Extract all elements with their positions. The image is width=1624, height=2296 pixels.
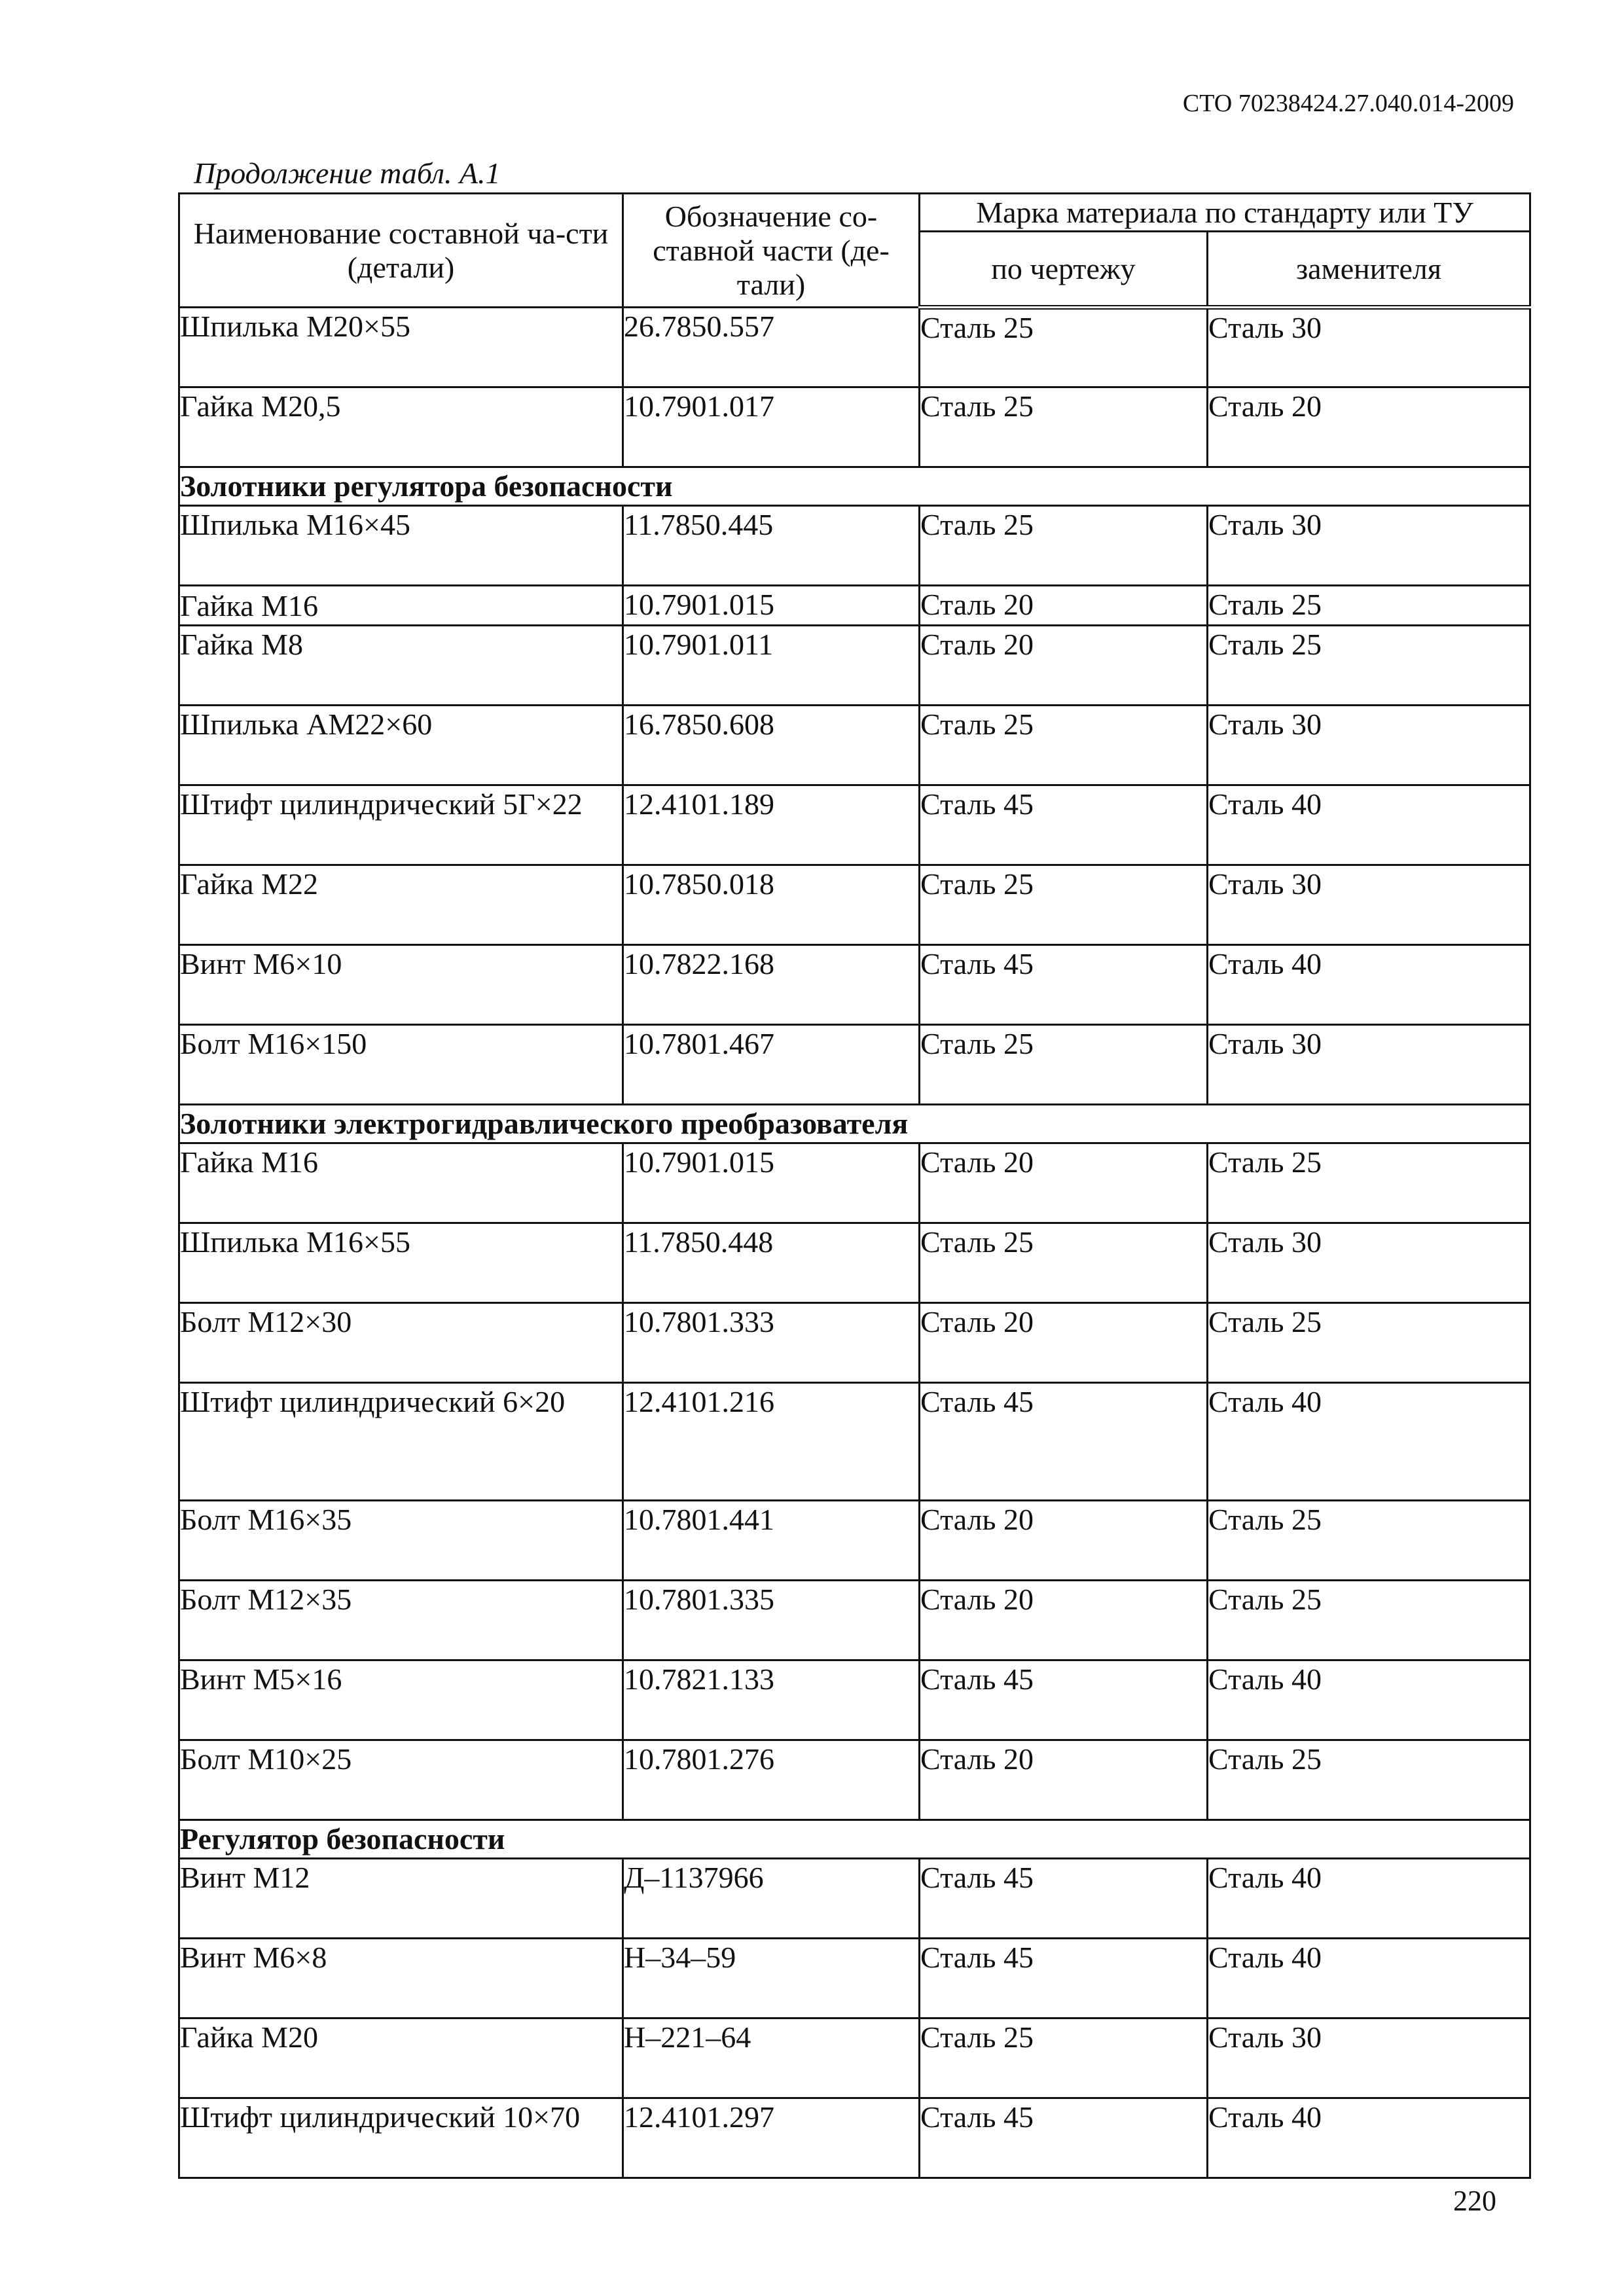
material-cell: Сталь 25	[920, 1025, 1208, 1105]
table-row	[179, 1939, 1530, 2018]
substitute-material-cell: Сталь 30	[1208, 706, 1530, 785]
part-name-cell: Штифт цилиндрический 5Г×22	[179, 785, 623, 865]
designation-cell: 10.7801.335	[623, 1581, 920, 1660]
part-name-cell: Болт М10×25	[179, 1740, 623, 1820]
designation-cell: 10.7821.133	[623, 1660, 920, 1740]
substitute-material-cell: Сталь 25	[1208, 1143, 1530, 1223]
part-name-cell: Гайка М22	[179, 865, 623, 945]
substitute-material-cell: Сталь 25	[1208, 626, 1530, 706]
table-caption: Продолжение табл. А.1	[194, 156, 501, 190]
table-row	[179, 506, 1530, 586]
table-row	[179, 1660, 1530, 1740]
substitute-material-cell: Сталь 30	[1208, 1223, 1530, 1303]
substitute-material-cell: Сталь 40	[1208, 1859, 1530, 1939]
material-cell: Сталь 45	[920, 1660, 1208, 1740]
table-row	[179, 387, 1530, 467]
designation-cell: 10.7801.333	[623, 1303, 920, 1383]
material-cell: Сталь 25	[920, 2018, 1208, 2098]
substitute-material-cell: Сталь 40	[1208, 945, 1530, 1025]
material-cell: Сталь 20	[920, 1501, 1208, 1581]
table-row	[179, 1143, 1530, 1223]
part-name-cell: Шпилька М20×55	[179, 308, 623, 387]
designation-cell: 11.7850.448	[623, 1223, 920, 1303]
designation-cell: 12.4101.216	[623, 1383, 920, 1501]
substitute-material-cell: Сталь 40	[1208, 1660, 1530, 1740]
part-name-cell: Шпилька М16×45	[179, 506, 623, 586]
section-title: Золотники регулятора безопасности	[179, 467, 1530, 506]
part-name-cell: Шпилька М16×55	[179, 1223, 623, 1303]
material-cell: Сталь 25	[920, 308, 1208, 387]
part-name-cell: Гайка М20	[179, 2018, 623, 2098]
table-row	[179, 2018, 1530, 2098]
material-cell: Сталь 20	[920, 1303, 1208, 1383]
material-cell: Сталь 25	[920, 706, 1208, 785]
substitute-material-cell: Сталь 30	[1208, 865, 1530, 945]
table-row	[179, 1740, 1530, 1820]
part-name-cell: Болт М16×35	[179, 1501, 623, 1581]
designation-cell: 10.7801.276	[623, 1740, 920, 1820]
part-name-cell: Винт М6×8	[179, 1939, 623, 2018]
designation-cell: 10.7801.467	[623, 1025, 920, 1105]
part-name-cell: Гайка М16	[179, 586, 623, 626]
substitute-material-cell: Сталь 25	[1208, 1501, 1530, 1581]
designation-cell: 10.7801.441	[623, 1501, 920, 1581]
header-part-designation: Обозначение со-ставной части (де-тали)	[623, 194, 920, 308]
designation-cell: 10.7822.168	[623, 945, 920, 1025]
header-material-grade: Марка материала по стандарту или ТУ	[920, 194, 1530, 232]
part-name-cell: Винт М6×10	[179, 945, 623, 1025]
material-cell: Сталь 45	[920, 785, 1208, 865]
table-row	[179, 626, 1530, 706]
section-row	[179, 1105, 1530, 1143]
material-cell: Сталь 20	[920, 1581, 1208, 1660]
part-name-cell: Гайка М20,5	[179, 387, 623, 467]
material-cell: Сталь 45	[920, 1383, 1208, 1501]
substitute-material-cell: Сталь 30	[1208, 1025, 1530, 1105]
designation-cell: Д–1137966	[623, 1859, 920, 1939]
section-title: Регулятор безопасности	[179, 1820, 1530, 1859]
substitute-material-cell: Сталь 40	[1208, 1383, 1530, 1501]
table-row	[179, 1223, 1530, 1303]
designation-cell: Н–34–59	[623, 1939, 920, 2018]
substitute-material-cell: Сталь 30	[1208, 506, 1530, 586]
material-cell: Сталь 20	[920, 626, 1208, 706]
designation-cell: 10.7901.011	[623, 626, 920, 706]
material-cell: Сталь 25	[920, 506, 1208, 586]
part-name-cell: Винт М5×16	[179, 1660, 623, 1740]
table-row	[179, 706, 1530, 785]
substitute-material-cell: Сталь 40	[1208, 785, 1530, 865]
part-name-cell: Гайка М16	[179, 1143, 623, 1223]
material-cell: Сталь 20	[920, 1740, 1208, 1820]
substitute-material-cell: Сталь 25	[1208, 586, 1530, 626]
table-row	[179, 865, 1530, 945]
header-by-drawing: по чертежу	[920, 232, 1208, 308]
part-name-cell: Штифт цилиндрический 10×70	[179, 2098, 623, 2178]
designation-cell: 16.7850.608	[623, 706, 920, 785]
substitute-material-cell: Сталь 40	[1208, 2098, 1530, 2178]
table-row	[179, 1303, 1530, 1383]
substitute-material-cell: Сталь 25	[1208, 1581, 1530, 1660]
designation-cell: 11.7850.445	[623, 506, 920, 586]
substitute-material-cell: Сталь 30	[1208, 2018, 1530, 2098]
material-cell: Сталь 45	[920, 1859, 1208, 1939]
table-row	[179, 308, 1530, 387]
part-name-cell: Болт М12×30	[179, 1303, 623, 1383]
part-name-cell: Болт М12×35	[179, 1581, 623, 1660]
designation-cell: 10.7901.015	[623, 586, 920, 626]
table-row	[179, 2098, 1530, 2178]
substitute-material-cell: Сталь 40	[1208, 1939, 1530, 2018]
material-cell: Сталь 25	[920, 865, 1208, 945]
substitute-material-cell: Сталь 25	[1208, 1740, 1530, 1820]
table-row	[179, 586, 1530, 626]
substitute-material-cell: Сталь 30	[1208, 308, 1530, 387]
table-body	[179, 308, 1530, 2178]
table-row	[179, 1581, 1530, 1660]
substitute-material-cell: Сталь 25	[1208, 1303, 1530, 1383]
part-name-cell: Гайка М8	[179, 626, 623, 706]
section-row	[179, 467, 1530, 506]
table-row	[179, 1859, 1530, 1939]
table-row	[179, 1383, 1530, 1501]
part-name-cell: Винт М12	[179, 1859, 623, 1939]
material-cell: Сталь 45	[920, 945, 1208, 1025]
parts-materials-table	[178, 192, 1531, 2179]
header-substitute: заменителя	[1208, 232, 1530, 308]
table-header	[179, 194, 1530, 308]
part-name-cell: Штифт цилиндрический 6×20	[179, 1383, 623, 1501]
table-row	[179, 1025, 1530, 1105]
section-row	[179, 1820, 1530, 1859]
designation-cell: Н–221–64	[623, 2018, 920, 2098]
table-row	[179, 945, 1530, 1025]
designation-cell: 12.4101.297	[623, 2098, 920, 2178]
substitute-material-cell: Сталь 20	[1208, 387, 1530, 467]
designation-cell: 10.7850.018	[623, 865, 920, 945]
section-title: Золотники электрогидравлического преобразователя	[179, 1105, 1530, 1143]
document-code: СТО 70238424.27.040.014-2009	[1182, 90, 1514, 117]
designation-cell: 26.7850.557	[623, 308, 920, 387]
header-part-name: Наименование составной ча-сти (детали)	[179, 194, 623, 308]
material-cell: Сталь 45	[920, 1939, 1208, 2018]
part-name-cell: Шпилька АМ22×60	[179, 706, 623, 785]
designation-cell: 10.7901.015	[623, 1143, 920, 1223]
designation-cell: 10.7901.017	[623, 387, 920, 467]
material-cell: Сталь 45	[920, 2098, 1208, 2178]
page-number: 220	[1453, 2185, 1496, 2217]
material-cell: Сталь 25	[920, 387, 1208, 467]
designation-cell: 12.4101.189	[623, 785, 920, 865]
table-row	[179, 785, 1530, 865]
material-cell: Сталь 20	[920, 586, 1208, 626]
part-name-cell: Болт М16×150	[179, 1025, 623, 1105]
material-cell: Сталь 25	[920, 1223, 1208, 1303]
material-cell: Сталь 20	[920, 1143, 1208, 1223]
table-row	[179, 1501, 1530, 1581]
